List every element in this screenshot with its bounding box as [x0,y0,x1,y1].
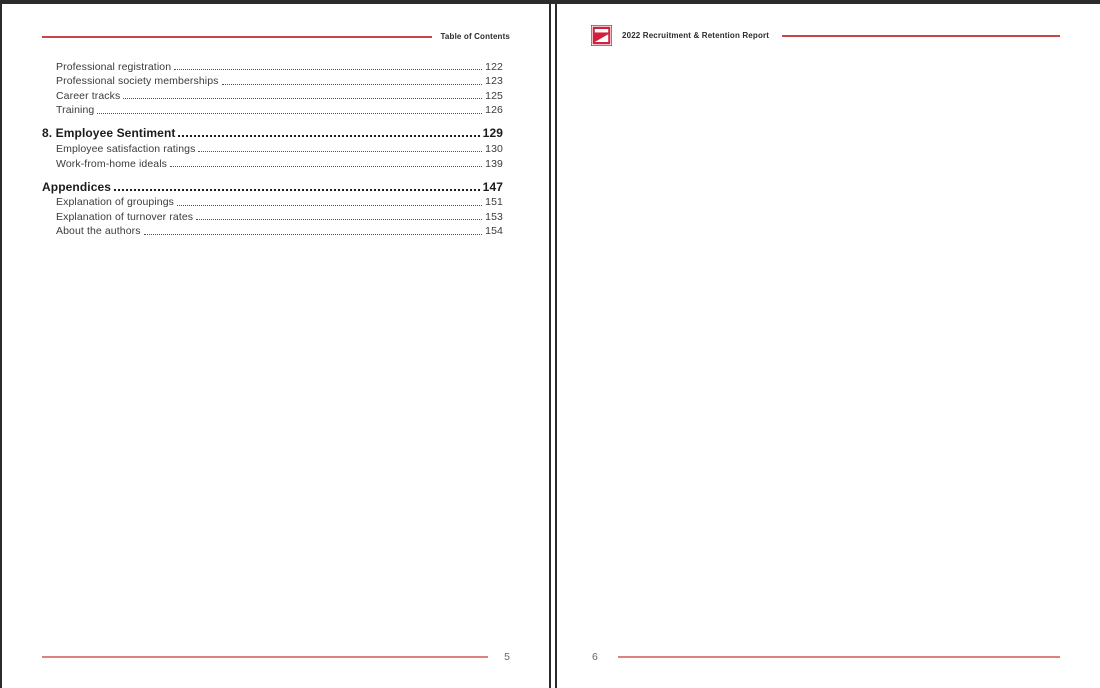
toc-entry-label: Employee satisfaction ratings [56,142,196,155]
toc-entry-page: 154 [485,225,503,238]
toc-entry-label: Explanation of turnover rates [56,210,194,223]
page-right [557,4,1100,688]
toc-entry-label: Explanation of groupings [56,196,174,209]
toc-dot-leader [174,69,482,70]
toc-entry[interactable] [42,58,503,73]
page-number: 6 [592,651,598,663]
toc-entry[interactable] [42,177,503,194]
page-divider-left-edge [549,0,551,688]
header-label: Table of Contents [440,32,510,41]
toc-dot-leader [178,135,479,137]
toc-entry-label: Professional registration [56,60,172,73]
toc-dot-leader [123,98,482,99]
toc-entry-label: Professional society memberships [56,75,219,88]
toc-dot-leader [196,219,482,220]
toc-entry-page: 125 [485,89,503,102]
toc-entry-label: About the authors [56,225,141,238]
toc-entry-page: 130 [485,142,503,155]
toc-dot-leader [97,113,482,114]
toc-dot-leader [177,205,482,206]
right-page-footer [592,650,1060,664]
toc-dot-leader [198,151,482,152]
toc-entry-page: 139 [485,157,503,170]
right-page-header [591,25,1060,46]
toc-entry-page: 147 [482,179,503,194]
toc-entry-page: 129 [482,126,503,141]
toc-entry[interactable] [42,87,503,102]
page-number: 5 [504,651,510,663]
toc-dot-leader [170,166,482,167]
toc-list [42,58,503,237]
toc-entry[interactable] [42,155,503,170]
header-rule [42,36,432,38]
report-title: 2022 Recruitment & Retention Report [622,31,770,40]
toc-entry-page: 123 [485,75,503,88]
toc-entry-label: Work-from-home ideals [56,157,168,170]
toc-dot-leader [144,234,483,235]
toc-entry[interactable] [42,140,503,155]
toc-entry[interactable] [42,73,503,88]
toc-entry-label: Training [56,104,95,117]
toc-entry-page: 126 [485,104,503,117]
toc-entry[interactable] [42,194,503,209]
company-logo-icon [591,25,612,46]
toc-entry-page: 151 [485,196,503,209]
footer-rule [42,656,488,658]
toc-entry[interactable] [42,102,503,117]
toc-entry[interactable] [42,123,503,140]
toc-entry[interactable] [42,223,503,238]
toc-dot-leader [222,84,483,85]
toc-entry-page: 153 [485,210,503,223]
toc-entry-label: Appendices [42,179,112,194]
toc-entry-page: 122 [485,60,503,73]
toc-entry[interactable] [42,208,503,223]
toc-dot-leader [114,189,480,191]
left-page-footer [42,650,510,664]
left-page-header [42,30,510,43]
toc-entry-label: 8. Employee Sentiment [42,126,176,141]
header-rule [782,35,1060,37]
toc-entry-label: Career tracks [56,89,121,102]
footer-rule [618,656,1060,658]
